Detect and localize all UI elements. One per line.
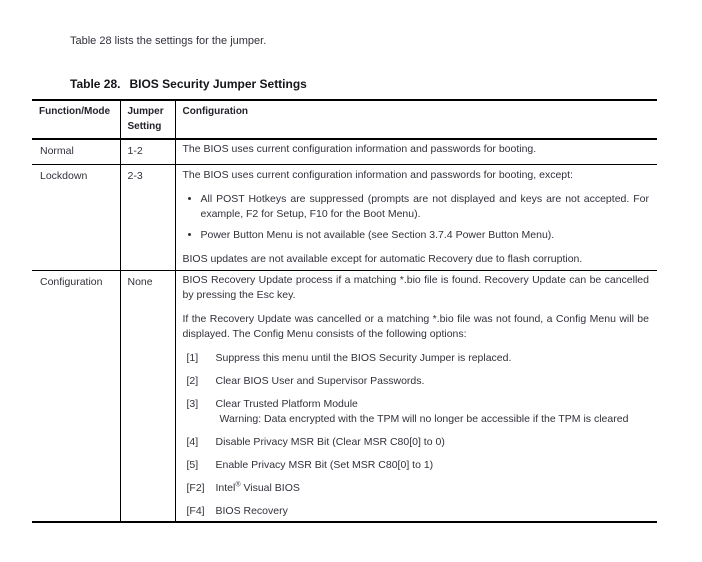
table-row-lockdown xyxy=(32,165,657,271)
option-marker: [2] xyxy=(186,375,199,387)
cell-jumper-setting: 2-3 xyxy=(120,165,175,271)
config-paragraph: The BIOS uses current configuration information and passwords for booting. xyxy=(182,143,537,155)
config-paragraph: If the Recovery Update was cancelled or a matching *.bio file was not found, a Config Menu will be displayed. The Config Menu consists of the following options: xyxy=(182,313,649,340)
bios-security-jumper-table xyxy=(32,99,657,523)
config-paragraph: The BIOS uses current configuration information and passwords for booting, except: xyxy=(182,169,573,181)
table-header xyxy=(32,100,657,139)
column-header-function: Function/Mode xyxy=(39,106,111,117)
config-option xyxy=(183,351,650,366)
option-marker: [5] xyxy=(186,459,199,471)
cell-function-mode: Normal xyxy=(40,145,74,157)
cell-function-mode: Configuration xyxy=(40,276,103,288)
table-caption xyxy=(70,77,307,92)
option-text: BIOS Recovery xyxy=(215,505,288,517)
option-marker: [3] xyxy=(186,398,199,410)
cell-jumper-setting: 1-2 xyxy=(120,139,175,165)
table-body xyxy=(32,139,657,522)
config-option xyxy=(183,374,650,389)
option-text: Clear Trusted Platform Module xyxy=(215,398,358,410)
option-warning-note: Warning: Data encrypted with the TPM will no longer be accessible if the TPM is cleared xyxy=(219,413,629,425)
intro-paragraph: Table 28 lists the settings for the jumper. xyxy=(70,35,267,47)
option-marker: [1] xyxy=(186,352,199,364)
cell-configuration xyxy=(175,165,657,271)
table-caption-label: Table 28. xyxy=(70,77,121,91)
config-paragraph: BIOS updates are not available except for automatic Recovery due to flash corruption. xyxy=(182,253,583,265)
option-text: Suppress this menu until the BIOS Security Jumper is replaced. xyxy=(215,352,512,364)
config-option xyxy=(183,458,650,473)
registered-trademark-symbol: ® xyxy=(235,481,241,489)
column-header-jumper: Jumper Setting xyxy=(120,100,175,139)
config-bullet: • All POST Hotkeys are suppressed (prompts are not displayed and keys are not accepted. For example, F2 for Setup, F10 for the Boot Menu). xyxy=(201,192,650,222)
column-header-config: Configuration xyxy=(175,100,657,139)
option-text: Intel® Visual BIOS xyxy=(215,481,300,494)
config-bullet: • Power Button Menu is not available (see Section 3.7.4 Power Button Menu). xyxy=(201,228,650,243)
config-bullet-list xyxy=(183,192,650,243)
table-caption-title: BIOS Security Jumper Settings xyxy=(129,77,307,91)
config-option xyxy=(183,397,650,427)
config-option xyxy=(183,435,650,450)
table-row-configuration xyxy=(32,271,657,523)
cell-configuration xyxy=(175,271,657,523)
option-text: Enable Privacy MSR Bit (Set MSR C80[0] to 1) xyxy=(215,459,434,471)
cell-configuration xyxy=(175,139,657,165)
option-marker: [F2] xyxy=(186,482,205,494)
option-text: Disable Privacy MSR Bit (Clear MSR C80[0] to 0) xyxy=(215,436,445,448)
option-marker: [F4] xyxy=(186,505,205,517)
table-row-normal xyxy=(32,139,657,165)
cell-function-mode: Lockdown xyxy=(40,170,88,182)
config-option xyxy=(183,504,650,519)
cell-jumper-setting: None xyxy=(120,271,175,523)
config-paragraph: BIOS Recovery Update process if a matching *.bio file is found. Recovery Update can be cancelled by pressing the Esc key. xyxy=(182,274,649,301)
option-text: Clear BIOS User and Supervisor Passwords. xyxy=(215,375,425,387)
table-header-row xyxy=(32,100,657,139)
config-option xyxy=(183,481,650,496)
option-marker: [4] xyxy=(186,436,199,448)
